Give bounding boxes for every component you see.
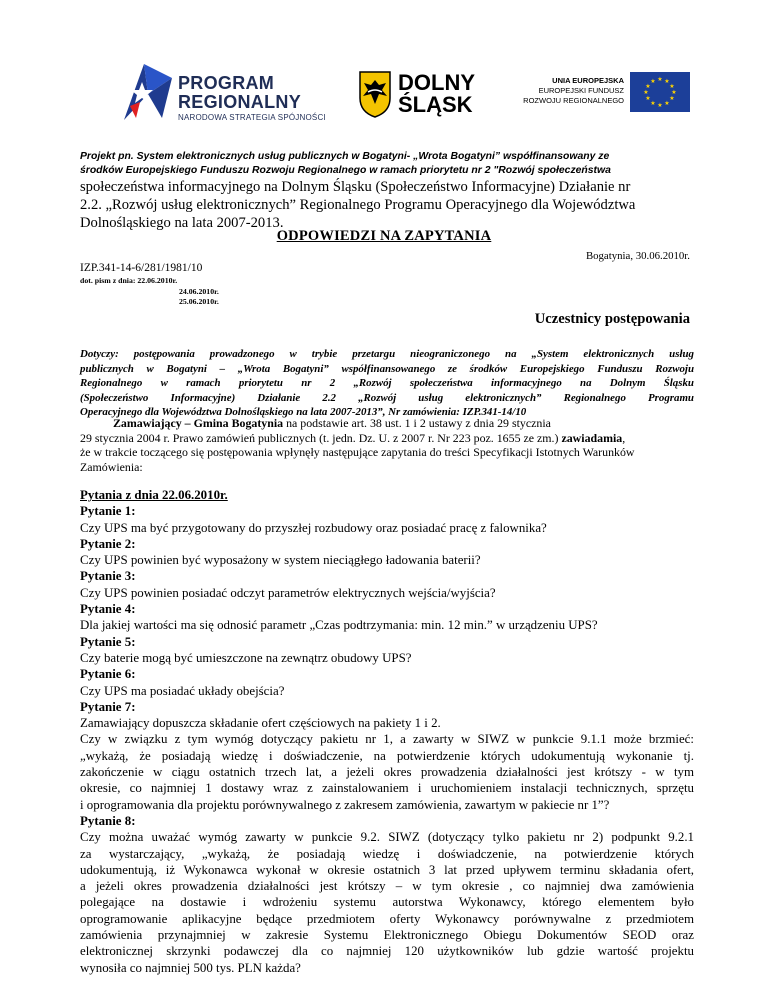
question-text: a jeżeli okres prowadzenia działalności jest krótszy – w tym okresie , co najmniej dwa zamówienia: [80, 879, 694, 894]
logo-text: DOLNY: [398, 70, 475, 95]
intro-line: [80, 416, 694, 431]
question-label: Pytanie 3:: [80, 569, 136, 584]
question-text: elektronicznej skrzynki podawczej dla co najmniej 120 użytkowników lub gdzie wartość projektu: [80, 944, 694, 959]
intro-line: Zamówienia:: [80, 459, 143, 474]
questions-section: [80, 487, 694, 976]
svg-text:★: ★: [664, 78, 670, 85]
logo-text: ŚLĄSK: [398, 92, 473, 117]
question-label: Pytanie 5:: [80, 634, 136, 649]
svg-text:★: ★: [657, 76, 663, 83]
question-text: zamówienia przynajmniej w zakresie Systemu Elektronicznego Obiegu Dokumentów SEOD oraz: [80, 928, 694, 943]
question-label: Pytanie 1:: [80, 504, 136, 519]
subject-line: publicznych w Bogatyni – „Wrota Bogatyni” współfinansowanego ze środków Europejskiego Funduszu Rozwoju: [80, 362, 694, 375]
intro-text: 29 stycznia 2004 r. Prawo zamówień publicznych (t. jedn. Dz. U. z 2007 r. Nr 223 poz. 1655 ze zm.): [80, 430, 562, 445]
subject-line: Operacyjnego dla Województwa Dolnośląskiego na lata 2007-2013”, Nr zamówienia: IZP.341-14/10: [80, 406, 527, 418]
logo-text: ROZWOJU REGIONALNEGO: [523, 96, 624, 105]
question-label: Pytanie 4:: [80, 602, 136, 617]
subject-paragraph: [80, 347, 694, 420]
subject-line: (Społeczeństwo Informacyjne) Działanie 2.2 „Rozwój usług elektronicznych” Regionalnego Programu: [80, 391, 694, 404]
question-label: Pytanie 8:: [80, 813, 136, 828]
reference-number: IZP.341-14-6/281/1981/10: [80, 262, 203, 274]
intro-line: [80, 431, 694, 446]
subject-line: Dotyczy: postępowania prowadzonego w trybie przetargu nieograniczonego na „System elektronicznych usług: [80, 348, 694, 360]
svg-text:★: ★: [657, 102, 663, 109]
question-label: Pytanie 6:: [80, 667, 136, 682]
question-text: Dla jakiej wartości ma się odnosić parametr „Czas podtrzymania: min. 12 min.” w urządzeniu UPS?: [80, 618, 598, 633]
question-text: Czy UPS ma być przygotowany do przyszłej rozbudowy oraz posiadać pracę z falownika?: [80, 520, 547, 535]
svg-text:★: ★: [669, 83, 675, 90]
svg-text:★: ★: [650, 78, 656, 85]
logo-subtitle: NARODOWA STRATEGIA SPÓJNOŚCI: [178, 113, 326, 122]
dot-pism-block: [80, 276, 219, 308]
intro-text: ,: [622, 430, 626, 445]
dot-pism-label: dot. pism z dnia: 22.06.2010r.: [80, 276, 178, 285]
svg-text:★: ★: [645, 95, 651, 102]
svg-text:★: ★: [650, 100, 656, 107]
logo-text: UNIA EUROPEJSKA: [552, 76, 624, 85]
project-line: 2.2. „Rozwój usług elektronicznych” Regionalnego Programu Operacyjnego dla Województwa: [80, 197, 636, 213]
recipients: Uczestnicy postępowania: [534, 311, 690, 327]
program-regionalny-logo: [118, 60, 338, 130]
document-date: Bogatynia, 30.06.2010r.: [585, 250, 690, 262]
logo-text: REGIONALNY: [178, 92, 302, 112]
question-label: Pytanie 7:: [80, 699, 136, 714]
project-description: [80, 150, 694, 232]
unia-europejska-logo: [520, 72, 690, 112]
logo-text: EUROPEJSKI FUNDUSZ: [538, 86, 624, 95]
question-text: i oprogramowania dla projektu porównywalnego z zakresem zamówienia, zawartym w pakiecie nr 1”?: [80, 797, 610, 812]
question-text: polegające na dostawie i wdrożeniu systemu autorstwa Wykonawcy, którego elementem było: [80, 895, 694, 910]
intro-text: na podstawie art. 38 ust. 1 i 2 ustawy z dnia 29 stycznia: [283, 416, 551, 430]
eu-flag-icon: [630, 72, 690, 112]
question-text: Czy w związku z tym wymóg dotyczący pakietu nr 1, a zawarty w SIWZ w punkcie 9.1.1 może brzmieć:: [80, 732, 694, 747]
coat-of-arms-icon: [358, 70, 392, 118]
question-text: udokumentują, iż Wykonawca wykonał w okresie ostatnich 3 lat przed upływem terminu składania ofert,: [80, 862, 694, 877]
document-heading: ODPOWIEDZI NA ZAPYTANIA: [276, 228, 492, 244]
question-text: Czy UPS ma posiadać układy obejścia?: [80, 683, 285, 698]
dolny-slask-logo: [358, 70, 498, 122]
svg-text:★: ★: [664, 100, 670, 107]
subject-line: Regionalnego w ramach priorytetu nr 2 „Rozwój społeczeństwa informacyjnego na Dolnym Śląsku: [80, 377, 694, 389]
svg-text:★: ★: [643, 89, 649, 96]
intro-bold: zawiadamia: [561, 430, 623, 445]
project-line: Projekt pn. System elektronicznych usług publicznych w Bogatyni- „Wrota Bogatyni” współfinansowany ze: [80, 151, 610, 162]
question-text: za wystarczający, „wykażą, że posiadają wiedzę i doświadczenie, na potwierdzenie których: [80, 846, 694, 861]
question-text: okresie, co najmniej 1 dostawy wraz z zainstalowaniem i uruchomieniem instalacji technicznych, sprzętu: [80, 781, 694, 796]
dot-pism-date: 25.06.2010r.: [179, 297, 219, 306]
question-label: Pytanie 2:: [80, 536, 136, 551]
question-text: oprogramowanie aplikacyjne będące przedmiotem oferty Wykonawcy porównywalne z przedmiotem: [80, 911, 694, 926]
star-emblem-icon: [118, 60, 176, 122]
intro-line: że w trakcie toczącego się postępowania wpłynęły następujące zapytania do treści Specyfikacji Istotnych Warunków: [80, 445, 635, 459]
intro-bold: Zamawiający – Gmina Bogatynia: [113, 416, 284, 430]
question-text: Czy można uważać wymóg zawarty w punkcie 9.2. SIWZ (dotyczący tylko pakietu nr 2) podpunkt 9.2.1: [80, 830, 694, 845]
intro-paragraph: [80, 416, 694, 474]
project-line: Dolnośląskiego na lata 2007-2013.: [80, 215, 284, 231]
question-text: zakończenie w ciągu ostatnich trzech lat, a jeżeli okres prowadzenia działalności jest krótszy - w tym: [80, 765, 694, 780]
svg-text:★: ★: [645, 83, 651, 90]
dot-pism-date: 24.06.2010r.: [179, 286, 219, 296]
question-text: Czy UPS powinien być wyposażony w system nieciągłego ładowania baterii?: [80, 553, 481, 568]
project-line: społeczeństwa informacyjnego na Dolnym Śląsku (Społeczeństwo Informacyjne) Działanie nr: [80, 179, 631, 195]
question-text: wynosiła co najmniej 500 tys. PLN każda?: [80, 960, 301, 975]
svg-text:★: ★: [669, 95, 675, 102]
logo-text: PROGRAM: [178, 73, 275, 93]
questions-heading: Pytania z dnia 22.06.2010r.: [80, 488, 228, 502]
svg-text:★: ★: [671, 89, 677, 96]
question-text: „wykażą, że posiadają wiedzę i doświadczenie, na potwierdzenie których udokumentują wykonanie tj.: [80, 748, 694, 763]
project-line: środków Europejskiego Funduszu Rozwoju Regionalnego w ramach priorytetu nr 2 "Rozwój społeczeństwa: [80, 165, 611, 176]
question-text: Czy baterie mogą być umieszczone na zewnątrz obudowy UPS?: [80, 650, 412, 665]
question-text: Zamawiający dopuszcza składanie ofert częściowych na pakiety 1 i 2.: [80, 716, 441, 731]
question-text: Czy UPS powinien posiadać odczyt parametrów elektrycznych wejścia/wyjścia?: [80, 585, 496, 600]
